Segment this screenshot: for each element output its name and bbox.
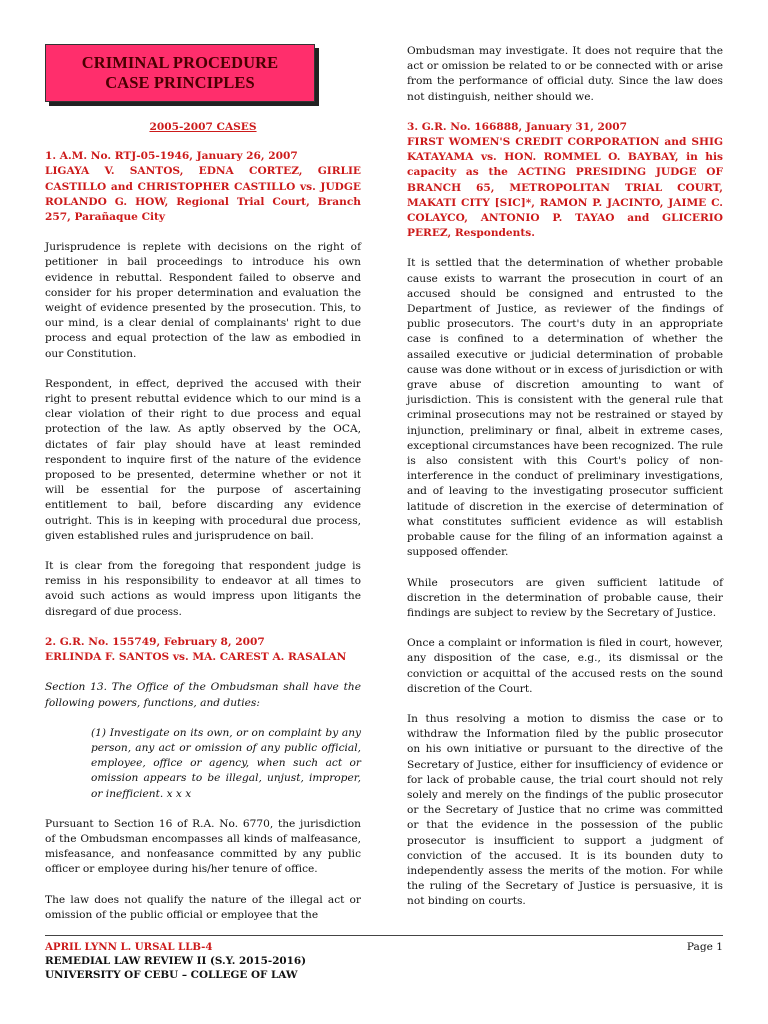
case-1-paragraph: It is clear from the foregoing that respondent judge is remiss in his responsibility to endeavor at all times to avoid such actions as would impress upon litigants the disregard of due process.	[45, 560, 361, 618]
case-3-paragraph: In thus resolving a motion to dismiss the case or to withdraw the Information filed by the public prosecutor on his own initiative or pursuant to the directive of the Secretary of Justice, either for insufficiency of evidence or for lack of probable cause, the trial court should not rely solely and merely on the findings of the public prosecutor or the Secretary of Justice that no crime was committed or that the evidence in the possession of the public prosecutor is insufficient to support a judgment of conviction of the accused. It is its bounden duty to independently assess the merits of the motion. For while the ruling of the Secretary of Justice is persuasive, it is not binding on courts.	[407, 712, 723, 908]
footer-author: APRIL LYNN L. URSAL LLB-4	[45, 941, 213, 953]
case-1-paragraph: Respondent, in effect, deprived the accused with their right to present rebuttal evidence which to our mind is a clear violation of their right to due process and equal protection of the law. As aptly observed by the OCA, dictates of fair play should have at least reminded respondent to inquire first of the nature of the evidence proposed to be presented, determine whether or not it will be essential for the purpose of ascertaining entitlement to bail, before discarding any evidence outright. This is in keeping with procedural due process, given established rules and jurisprudence on bail.	[45, 377, 361, 542]
case-2-statute-intro: Section 13. The Office of the Ombudsman shall have the following powers, functions, and duties:	[45, 681, 361, 709]
document-title-line2: CASE PRINCIPLES	[105, 73, 255, 92]
case-3-paragraph: While prosecutors are given sufficient latitude of discretion in the determination of probable cause, their findings are subject to review by the Secretary of Justice.	[407, 576, 723, 619]
case-2-paragraph: The law does not qualify the nature of the illegal act or omission of the public official or employee that the	[45, 893, 361, 921]
section-subheading: 2005-2007 CASES	[149, 121, 257, 133]
case-3-number: 3. G.R. No. 166888, January 31, 2007	[407, 120, 628, 133]
page-footer	[45, 935, 723, 982]
case-2-statute-quote: (1) Investigate on its own, or on complaint by any person, any act or omission of any public official, employee, office or agency, when such act or omission appears to be illegal, unjust, improper, or inefficient. x x x	[91, 726, 361, 800]
case-2-continuation: Ombudsman may investigate. It does not require that the act or omission be related to or be connected with or arise from the performance of official duty. Since the law does not distinguish, neither should we.	[407, 45, 723, 103]
footer-university: UNIVERSITY OF CEBU – COLLEGE OF LAW	[45, 969, 298, 981]
case-2-parties: ERLINDA F. SANTOS vs. MA. CAREST A. RASALAN	[45, 651, 347, 664]
case-3-paragraph: It is settled that the determination of whether probable cause exists to warrant the prosecution in court of an accused should be consigned and entrusted to the Department of Justice, as reviewer of the findings of public prosecutors. The court's duty in an appropriate case is confined to a determination of whether the assailed executive or judicial determination of probable cause was done without or in excess of jurisdiction or with grave abuse of discretion amounting to want of jurisdiction. This is consistent with the general rule that criminal prosecutions may not be restrained or stayed by injunction, preliminary or final, albeit in extreme cases, exceptional circumstances have been recognized. The rule is also consistent with this Court's policy of non-interference in the conduct of preliminary investigations, and of leaving to the investigating prosecutor sufficient latitude of discretion in the exercise of determination of what constitutes sufficient evidence as will establish probable cause for the filing of an information against a supposed offender.	[407, 257, 723, 559]
case-3-paragraph: Once a complaint or information is filed in court, however, any disposition of the case, e.g., its dismissal or the conviction or acquittal of the accused rests on the sound discretion of the Court.	[407, 637, 723, 695]
case-2-number: 2. G.R. No. 155749, February 8, 2007	[45, 635, 265, 648]
case-1-paragraph: Jurisprudence is replete with decisions on the right of petitioner in bail proceedings to introduce his own evidence in rebuttal. Respondent failed to observe and consider for his proper determination and evaluation the weight of evidence presented by the prosecution. This, to our mind, is a clear denial of complainants' right to due process and equal protection of the law as embodied in our Constitution.	[45, 241, 361, 360]
case-2-paragraph: Pursuant to Section 16 of R.A. No. 6770, the jurisdiction of the Ombudsman encompasses all kinds of malfeasance, misfeasance, and nonfeasance committed by any public officer or employee during his/her tenure of office.	[45, 817, 361, 876]
footer-course: REMEDIAL LAW REVIEW II (S.Y. 2015-2016)	[45, 955, 307, 967]
document-title-line1: CRIMINAL PROCEDURE	[81, 53, 279, 72]
case-1-number: 1. A.M. No. RTJ-05-1946, January 26, 2007	[45, 150, 298, 163]
page-number: Page 1	[686, 941, 723, 953]
footer-divider	[45, 935, 723, 936]
case-1-parties: LIGAYA V. SANTOS, EDNA CORTEZ, GIRLIE CASTILLO and CHRISTOPHER CASTILLO vs. JUDGE ROLANDO G. HOW, Regional Trial Court, Branch 257, Parañaque City	[45, 165, 361, 224]
left-column	[45, 0, 361, 938]
case-3-parties: FIRST WOMEN'S CREDIT CORPORATION and SHIG KATAYAMA vs. HON. ROMMEL O. BAYBAY, in his capacity as the ACTING PRESIDING JUDGE OF BRANCH 65, METROPOLITAN TRIAL COURT, MAKATI CITY [SIC]*, RAMON P. JACINTO, JAIME C. COLAYCO, ANTONIO P. TAYAO and GLICERIO PEREZ, Respondents.	[407, 136, 723, 240]
title-box	[45, 44, 315, 102]
right-column	[407, 44, 723, 925]
